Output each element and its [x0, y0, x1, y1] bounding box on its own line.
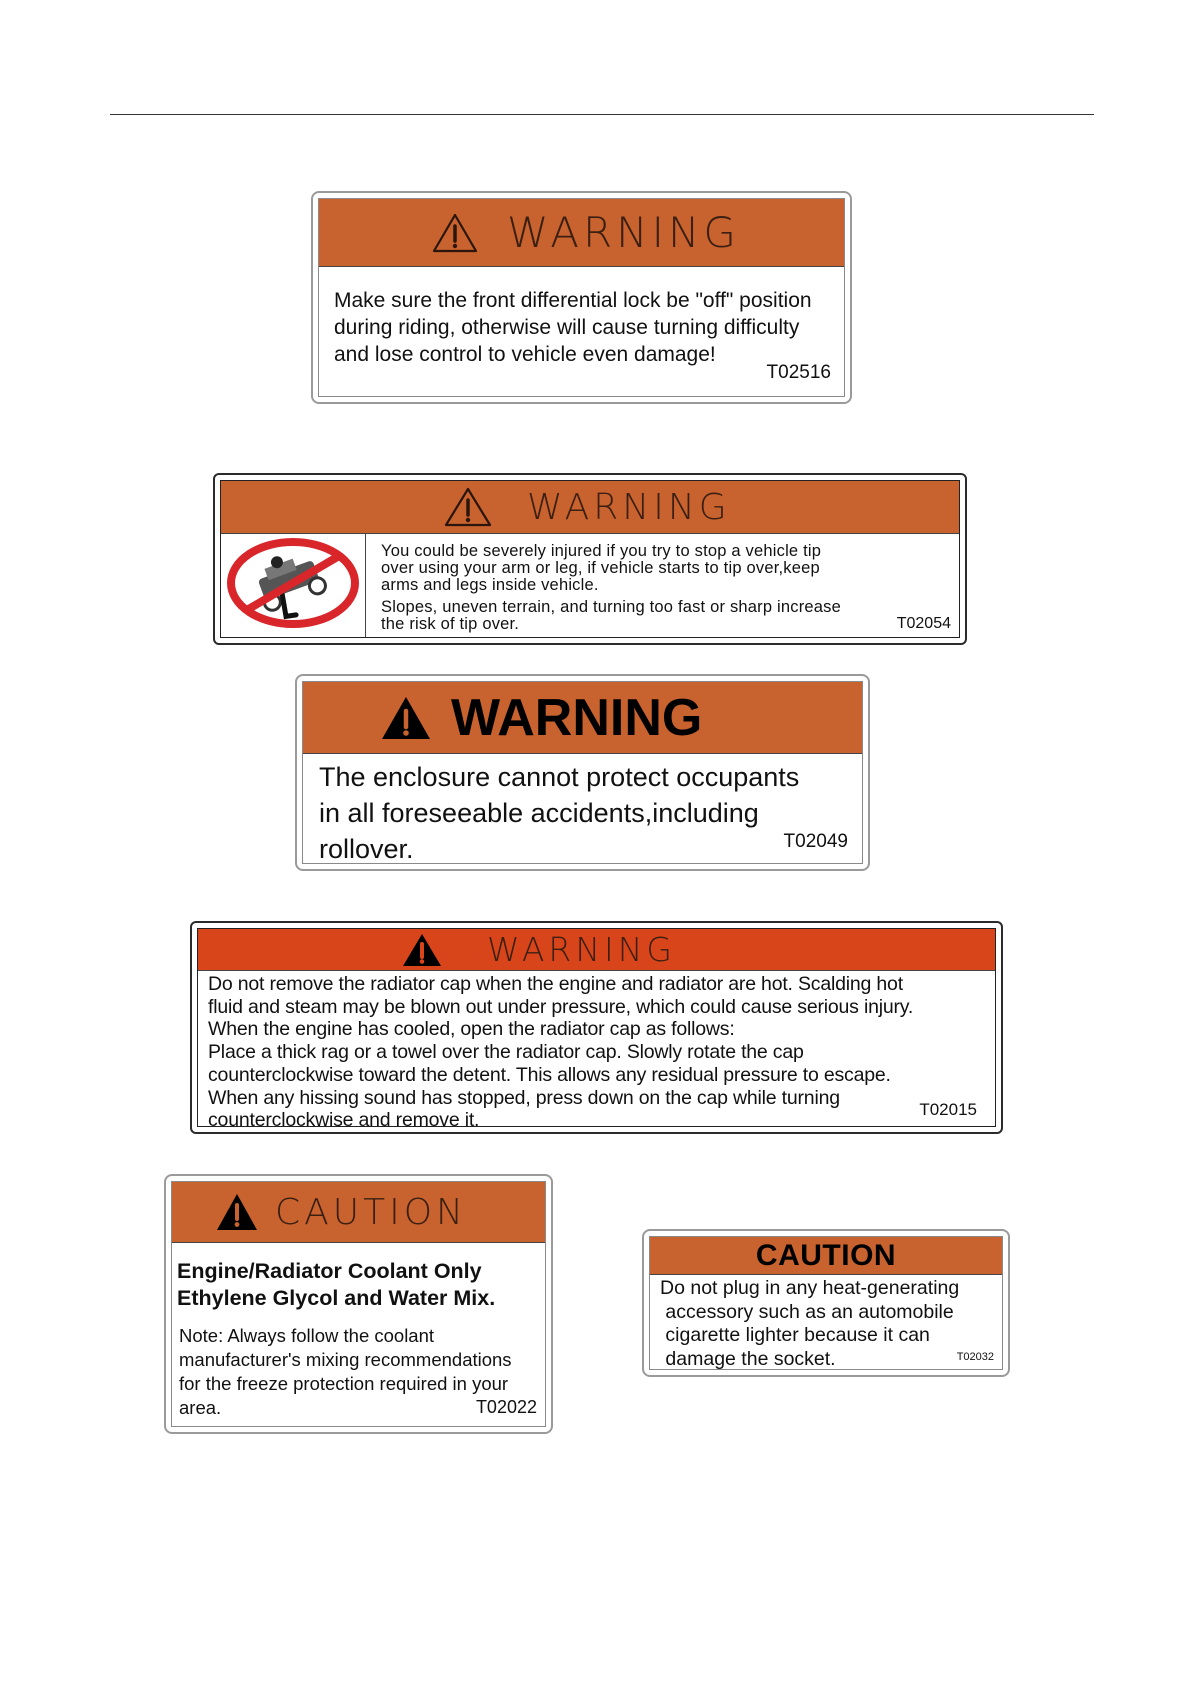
heading-line: Ethylene Glycol and Water Mix.: [177, 1286, 496, 1310]
pictogram-cell: [221, 534, 366, 637]
header-rule: [110, 114, 1094, 115]
label-frame: [649, 1236, 1003, 1370]
label-code: T02032: [956, 1351, 994, 1363]
label-code: T02049: [783, 831, 848, 852]
body-line: You could be severely injured if you try to stop a vehicle tip: [381, 542, 822, 560]
label-title: WARNING: [487, 930, 677, 969]
heading-line: Engine/Radiator Coolant Only: [177, 1259, 482, 1283]
header-content: [431, 199, 740, 266]
warning-label-radiator-cap: [190, 921, 1003, 1134]
warning-triangle-outline-icon: [431, 212, 479, 254]
label-frame: [171, 1181, 546, 1427]
body-line: Do not plug in any heat-generating: [660, 1277, 960, 1299]
body-line: the risk of tip over.: [381, 615, 520, 633]
header-content: [401, 929, 676, 970]
body-line: Do not remove the radiator cap when the engine and radiator are hot. Scalding hot: [208, 973, 903, 995]
body-line: arms and legs inside vehicle.: [381, 576, 599, 594]
body-line: Place a thick rag or a towel over the radiator cap. Slowly rotate the cap: [208, 1041, 804, 1064]
label-note: [179, 1324, 512, 1420]
label-title: CAUTION: [275, 1191, 467, 1233]
body-line: The enclosure cannot protect occupants: [319, 762, 800, 792]
body-line: rollover.: [319, 834, 414, 864]
warning-label-enclosure: [295, 674, 870, 871]
note-line: manufacturer's mixing recommendations: [179, 1349, 512, 1370]
warning-triangle-icon: [215, 1192, 259, 1232]
label-body: [208, 973, 913, 1127]
body-line: and lose control to vehicle even damage!: [334, 343, 716, 366]
warning-label-tip-over: [213, 473, 967, 645]
label-frame: [220, 480, 960, 638]
label-header: [650, 1237, 1002, 1275]
label-code: T02015: [919, 1100, 977, 1119]
label-frame: [302, 681, 863, 864]
note-line: Note: Always follow the coolant: [179, 1325, 435, 1346]
label-title: WARNING: [527, 486, 731, 528]
label-heading: [177, 1258, 495, 1312]
label-body: [319, 759, 799, 864]
label-title: WARNING: [507, 208, 740, 257]
warning-triangle-icon: [379, 694, 433, 742]
caution-label-coolant: [164, 1174, 553, 1434]
label-body-para1: [381, 543, 821, 594]
header-content: [379, 682, 702, 753]
warning-triangle-outline-icon: [443, 486, 493, 528]
body-line: damage the socket.: [660, 1347, 836, 1370]
label-title: WARNING: [451, 688, 703, 747]
label-title: CAUTION: [755, 1238, 897, 1272]
body-line: over using your arm or leg, if vehicle starts to tip over,keep: [381, 559, 820, 577]
label-header: [198, 929, 995, 971]
body-line: Slopes, uneven terrain, and turning too fast or sharp increase: [381, 598, 842, 616]
label-header: [172, 1182, 545, 1243]
body-line: When the engine has cooled, open the radiator cap as follows:: [208, 1018, 735, 1041]
body-line: accessory such as an automobile: [660, 1300, 954, 1323]
label-code: T02022: [475, 1397, 537, 1417]
caution-label-socket: [642, 1229, 1010, 1377]
label-header: [303, 682, 862, 754]
header-content: [443, 481, 731, 533]
no-leg-out-rollover-icon: [227, 538, 359, 633]
label-frame: [197, 928, 996, 1127]
note-line: area.: [179, 1397, 222, 1418]
body-line: Make sure the front differential lock be "off" position: [334, 289, 812, 312]
label-code: T02054: [896, 615, 951, 632]
header-content: [215, 1182, 467, 1242]
label-body: [660, 1277, 959, 1370]
body-line: When any hissing sound has stopped, press down on the cap while turning: [208, 1086, 840, 1109]
note-line: for the freeze protection required in your: [179, 1373, 509, 1394]
label-header: [319, 199, 844, 267]
body-line: fluid and steam may be blown out under pressure, which could cause serious injury.: [208, 995, 914, 1018]
warning-label-differential-lock: [311, 191, 852, 404]
label-code: T02516: [766, 362, 831, 383]
header-content: [650, 1237, 1002, 1274]
label-body: [334, 287, 812, 368]
body-line: cigarette lighter because it can: [660, 1324, 930, 1346]
body-line: in all foreseeable accidents,including: [319, 798, 759, 828]
label-body-para2: [381, 599, 841, 633]
label-frame: [318, 198, 845, 397]
body-line: counterclockwise and remove it.: [208, 1109, 480, 1127]
body-line: during riding, otherwise will cause turning difficulty: [334, 316, 800, 339]
label-header: [221, 481, 959, 534]
warning-triangle-icon: [401, 932, 443, 968]
body-line: counterclockwise toward the detent. This allows any residual pressure to escape.: [208, 1063, 891, 1086]
